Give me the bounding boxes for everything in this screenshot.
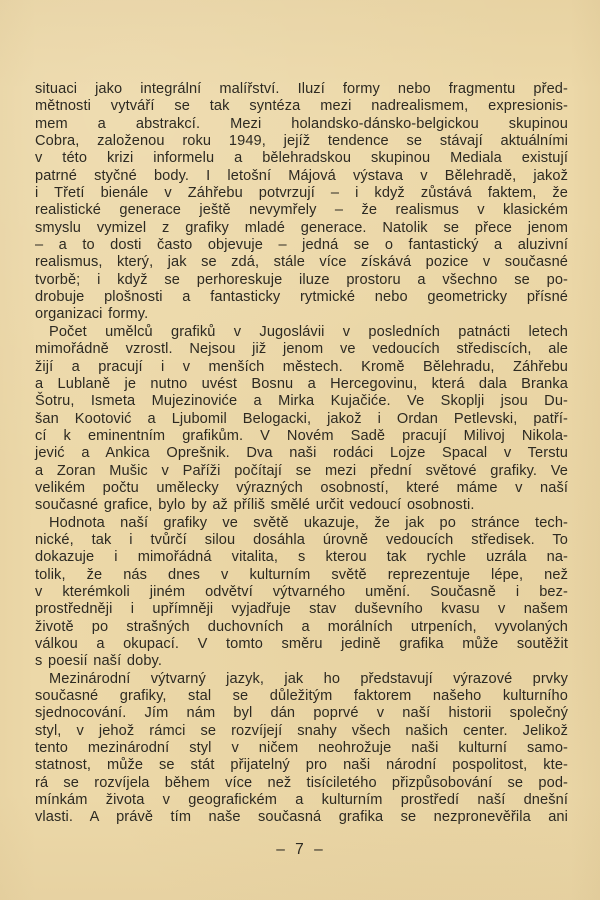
- text-line: organizaci formy.: [35, 306, 149, 323]
- text-line: Hodnota naší grafiky ve světě ukazuje, že jak po stránce tech-: [49, 514, 568, 531]
- text-line: statnost, může se stát přijatelný pro naši národní pospolitost, kte-: [35, 757, 568, 774]
- text-line: v této krizi informelu a bělehradskou skupinou Mediala existují: [35, 150, 568, 167]
- text-line: Šotru, Ismeta Mujezinoviće a Mirka Kujačiće. Ve Skoplji jsou Du-: [35, 393, 568, 410]
- text-line: s poesií naší doby.: [35, 653, 163, 670]
- page-number: – 7 –: [276, 841, 324, 858]
- text-line: Počet umělců grafiků v Jugoslávii v posledních patnácti letech: [49, 323, 568, 340]
- text-line: mětnosti vytváří se tak syntéza mezi nadrealismem, expresionis-: [35, 98, 568, 115]
- text-line: a Zoran Mušic v Paříži počítají se mezi přední světové grafiky. Ve: [35, 462, 568, 479]
- text-line: tvorbě; i když se perhoreskuje iluze prostoru a všechno se po-: [35, 271, 568, 288]
- text-line: a Lublaně je nutno uvést Bosnu a Hercegovinu, která dala Branka: [35, 375, 568, 392]
- text-line: vlasti. A právě tím naše současná grafika se nezpronevěřila ani: [35, 809, 568, 826]
- text-line: realismus, který, jak se zdá, stále více získává pozice v současné: [35, 254, 568, 271]
- text-line: situaci jako integrální malířství. Iluzí formy nebo fragmentu před-: [35, 81, 568, 97]
- text-line: žijí a pracují i v menších městech. Kromě Bělehradu, Záhřebu: [35, 358, 568, 375]
- text-line: realistické generace ještě nevymřely – že realismus v klasickém: [35, 202, 568, 219]
- text-line: sjednocování. Jím nám byl dán poprvé v naší historii společný: [35, 705, 568, 722]
- text-line: velikém počtu umělecky výrazných osobností, které máme v naší: [35, 479, 568, 496]
- text-line: mínkám života v geografickém a kulturním prostředí naší dnešní: [35, 792, 568, 809]
- text-line: drobuje plošnosti a fantasticky rytmické nebo geometricky přísné: [35, 289, 568, 306]
- text-line: válkou a okupací. V tomto směru jedině grafika může soutěžit: [35, 636, 568, 652]
- text-line: životě po strašných duchovních a morálních utrpeních, vyvolaných: [35, 618, 568, 635]
- text-line: rá se rozvíjela během více než tisíciletého přizpůsobování se pod-: [35, 774, 568, 791]
- text-line: současné grafice, bylo by až příliš smělé určit vedoucí osobnosti.: [35, 497, 475, 514]
- text-line: nické, tak i tvůrčí silou dosáhla úrovně vedoucích středisek. To: [35, 531, 568, 548]
- text-line: mimořádně vzrostl. Nejsou již jenom ve vedoucích střediscích, ale: [35, 341, 568, 358]
- text-line: styl, v jehož rámci se rozvíjejí snahy všech našich center. Jelikož: [35, 722, 568, 739]
- text-line: Mezinárodní výtvarný jazyk, jak ho představují výrazové prvky: [49, 670, 568, 687]
- text-line: cí k eminentním grafikům. V Novém Sadě pracují Milivoj Nikola-: [35, 427, 568, 444]
- text-line: Cobra, založenou roku 1949, jejíž tendence se stávají aktuálními: [35, 133, 568, 150]
- text-line: – a to dosti často objevuje – jedná se o fantastický a aluzivní: [35, 237, 568, 254]
- text-line: v kterémkoli jiném odvětví výtvarného umění. Současně i bez-: [35, 583, 568, 600]
- text-line: dokazuje i mimořádná vitalita, s kterou tak rychle uzrála na-: [35, 549, 568, 566]
- text-line: i Třetí bienále v Záhřebu potvrzují – i když zůstává faktem, že: [35, 185, 568, 202]
- text-line: tento mezinárodní styl v ničem neohrožuje naši kulturní samo-: [35, 740, 568, 757]
- text-line: šan Kootović a Ljubomil Belogacki, jakož i Ordan Petlevski, patří-: [35, 410, 568, 427]
- text-line: tolik, že nás dnes v kulturním světě reprezentuje lépe, než: [35, 566, 568, 583]
- text-line: jević a Ankica Oprešnik. Dva naši rodáci Lojze Spacal v Terstu: [35, 445, 568, 462]
- text-line: současné grafiky, stal se důležitým faktorem našeho kulturního: [35, 688, 568, 705]
- text-line: patrné styčné body. I letošní Májová výstava v Bělehradě, jakož: [35, 167, 568, 184]
- text-block: [35, 81, 568, 827]
- text-line: prostředněji i upřímněji vyjadřuje stav duševního kvasu v našem: [35, 601, 568, 618]
- text-line: mem a abstrakcí. Mezi holandsko-dánsko-belgickou skupinou: [35, 115, 568, 132]
- text-line: smyslu vymizel z grafiky mladé generace. Natolik se přece jenom: [35, 219, 568, 236]
